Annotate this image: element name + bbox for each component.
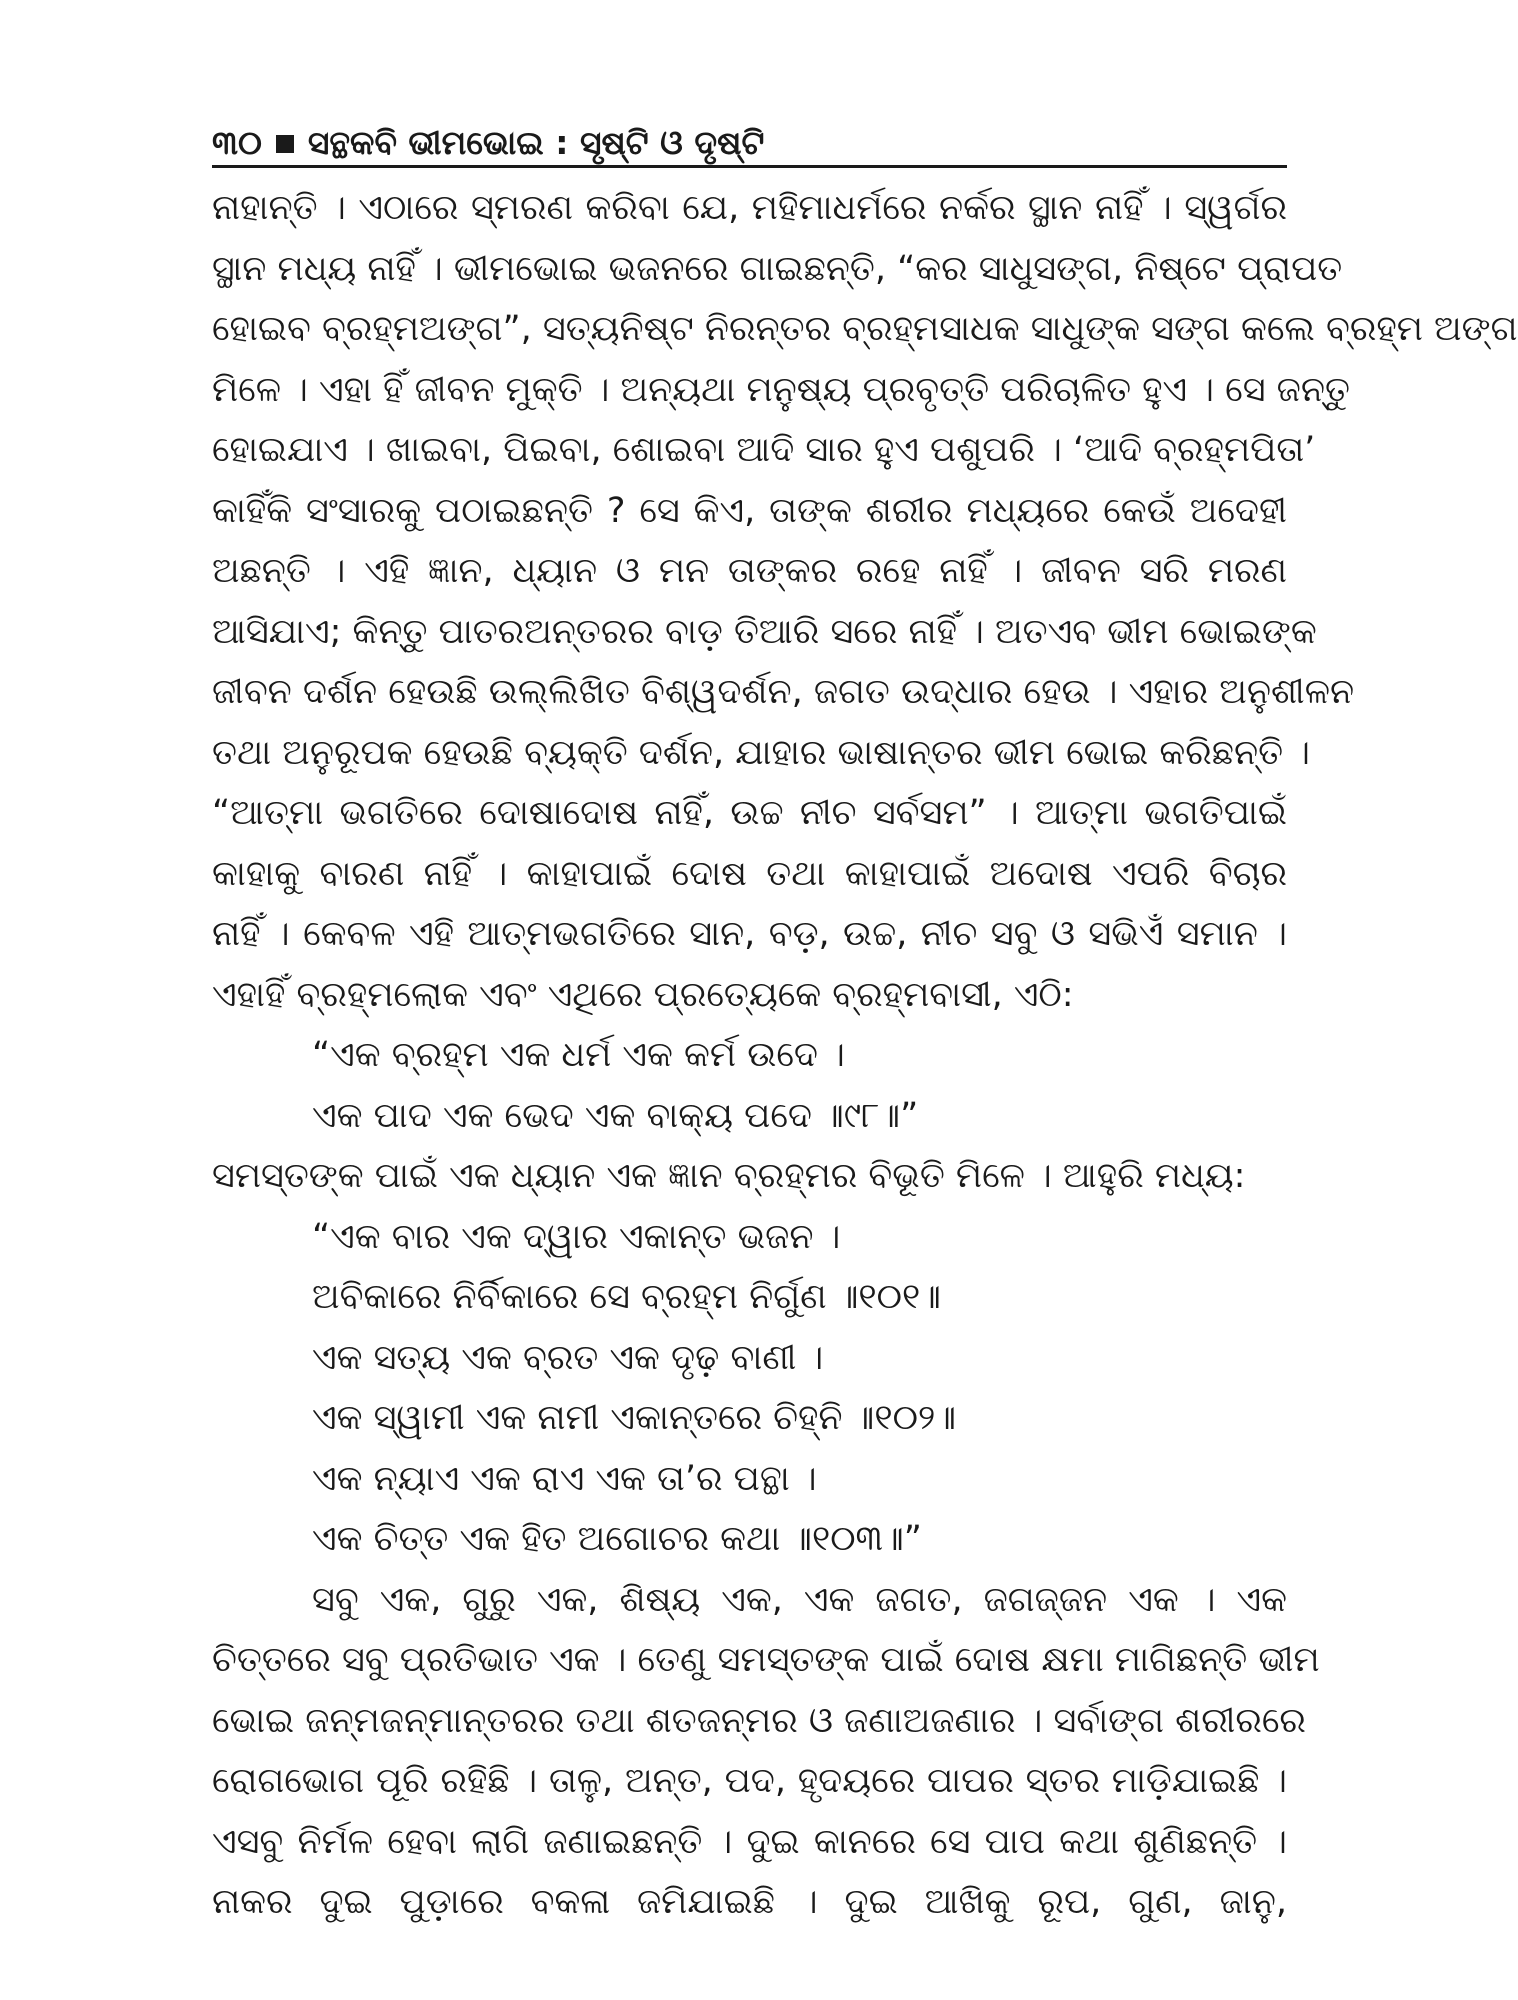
header-rule [212,165,1287,168]
text-line: ରୋଗଭୋଗ ପୂରି ରହିଛି । ତାଳୁ, ଅନ୍ତ, ପଦ, ହୃଦୟରେ ପାପର ସ୍ତର ମାଡ଼ିଯାଇଛି । [212,1761,1287,1801]
verse-line: ଏକ ଚିତ୍ତ ଏକ ହିତ ଅଗୋଚର କଥା ॥୧୦୩॥” [312,1519,922,1559]
page-number: ୩୦ [212,123,262,162]
verse-line: ଏକ ସ୍ୱାମୀ ଏକ ନାମୀ ଏକାନ୍ତରେ ଚିହ୍ନି ॥୧୦୨॥ [312,1398,957,1438]
verse-line: “ଏକ ବ୍ରହ୍ମ ଏକ ଧର୍ମ ଏକ କର୍ମ ଉଦେ । [312,1035,845,1075]
verse-line: ଏକ ନ୍ୟାଏ ଏକ ରାଏ ଏକ ତା’ର ପନ୍ଥା । [312,1458,817,1499]
text-line: ନାହିଁ । କେବଳ ଏହି ଆତ୍ମଭଗତିରେ ସାନ, ବଡ଼, ଉଚ୍ଚ, ନୀଚ ସବୁ ଓ ସଭିଏଁ ସମାନ । [212,914,1287,954]
text-line: ହୋଇଯାଏ । ଖାଇବା, ପିଇବା, ଶୋଇବା ଆଦି ସାର ହୁଏ ପଶୁପରି । ‘ଆଦି ବ୍ରହ୍ମପିତା’ [212,430,1316,470]
verse-line: ଅବିକାରେ ନିର୍ବିକାରେ ସେ ବ୍ରହ୍ମ ନିର୍ଗୁଣ ॥୧୦୧॥ [312,1277,941,1317]
text-line: ଏହାହିଁ ବ୍ରହ୍ମଲୋକ ଏବଂ ଏଥିରେ ପ୍ରତ୍ୟେକେ ବ୍ରହ୍ମବାସୀ, ଏଠି: [212,974,1074,1015]
text-line: କାହାକୁ ବାରଣ ନାହିଁ । କାହାପାଇଁ ଦୋଷ ତଥା କାହାପାଇଁ ଅଦୋଷ ଏପରି ବିଚାର [212,853,1287,894]
text-line: ଭୋଇ ଜନ୍ମଜନ୍ମାନ୍ତରର ତଥା ଶତଜନ୍ମର ଓ ଜଣାଅଜଣାର । ସର୍ବାଙ୍ଗ ଶରୀରରେ [212,1700,1306,1741]
verse-line: ଏକ ପାଦ ଏକ ଭେଦ ଏକ ବାକ୍ୟ ପଦେ ॥୯୮॥” [312,1095,919,1136]
text-line: ମିଳେ । ଏହା ହିଁ ଜୀବନ ମୁକ୍ତି । ଅନ୍ୟଥା ମନୁଷ୍ୟ ପ୍ରବୃତ୍ତି ପରିଚାଳିତ ହୁଏ । ସେ ଜନ୍ତୁ [212,369,1350,410]
text-line: ନାହାନ୍ତି । ଏଠାରେ ସ୍ମରଣ କରିବା ଯେ, ମହିମାଧର୍ମରେ ନର୍କର ସ୍ଥାନ ନାହିଁ । ସ୍ୱର୍ଗର [212,188,1287,228]
text-line: ହୋଇବ ବ୍ରହ୍ମଅଙ୍ଗ”, ସତ୍ୟନିଷ୍ଟ ନିରନ୍ତର ବ୍ରହ୍ମସାଧକ ସାଧୁଙ୍କ ସଙ୍ଗ କଲେ ବ୍ରହ୍ମ ଅଙ୍ଗ [212,309,1518,349]
verse-line: ଏକ ସତ୍ୟ ଏକ ବ୍ରତ ଏକ ଦୃଢ଼ ବାଣୀ । [312,1337,824,1378]
text-line: ଅଛନ୍ତି । ଏହି ଜ୍ଞାନ, ଧ୍ୟାନ ଓ ମନ ତାଙ୍କର ରହେ ନାହିଁ । ଜୀବନ ସରି ମରଣ [212,551,1287,591]
text-line: “ଆତ୍ମା ଭଗତିରେ ଦୋଷାଦୋଷ ନାହିଁ, ଉଚ୍ଚ ନୀଚ ସର୍ବସମ” । ଆତ୍ମା ଭଗତିପାଇଁ [212,793,1287,833]
text-line: ଚିତ୍ତରେ ସବୁ ପ୍ରତିଭାତ ଏକ । ତେଣୁ ସମସ୍ତଙ୍କ ପାଇଁ ଦୋଷ କ୍ଷମା ମାଗିଛନ୍ତି ଭୀମ [212,1640,1320,1680]
verse-line: “ଏକ ବାର ଏକ ଦ୍ୱାର ଏକାନ୍ତ ଭଜନ । [312,1216,841,1257]
text-line: ତଥା ଅନୁରୂପକ ହେଉଛି ବ୍ୟକ୍ତି ଦର୍ଶନ, ଯାହାର ଭାଷାନ୍ତର ଭୀମ ଭୋଇ କରିଛନ୍ତି । [212,732,1310,773]
text-line: ସମସ୍ତଙ୍କ ପାଇଁ ଏକ ଧ୍ୟାନ ଏକ ଜ୍ଞାନ ବ୍ରହ୍ମର ବିଭୂତି ମିଳେ । ଆହୁରି ମଧ୍ୟ: [212,1156,1246,1196]
text-line: ସବୁ ଏକ, ଗୁରୁ ଏକ, ଶିଷ୍ୟ ଏକ, ଏକ ଜଗତ, ଜଗଜ୍ଜନ ଏକ । ଏକ [312,1579,1287,1620]
square-bullet-icon [276,135,294,153]
text-line: ସ୍ଥାନ ମଧ୍ୟ ନାହିଁ । ଭୀମଭୋଇ ଭଜନରେ ଗାଇଛନ୍ତି, “କର ସାଧୁସଙ୍ଗ, ନିଷ୍ଟେ ପ୍ରାପତ [212,248,1343,289]
text-line: ଏସବୁ ନିର୍ମଳ ହେବା ଲାଗି ଜଣାଇଛନ୍ତି । ଦୁଇ କାନରେ ସେ ପାପ କଥା ଶୁଣିଛନ୍ତି । [212,1821,1287,1862]
text-line: ଆସିଯାଏ; କିନ୍ତୁ ପାତରଅନ୍ତରର ବାଡ଼ ତିଆରି ସରେ ନାହିଁ । ଅତଏବ ଭୀମ ଭୋଇଙ୍କ [212,611,1317,652]
text-line: ଜୀବନ ଦର୍ଶନ ହେଉଛି ଉଲ୍ଲିଖିତ ବିଶ୍ୱଦର୍ଶନ, ଜଗତ ଉଦ୍ଧାର ହେଉ । ଏହାର ଅନୁଶୀଳନ [212,672,1355,712]
running-header [212,118,1287,168]
text-line: କାହିଁକି ସଂସାରକୁ ପଠାଇଛନ୍ତି ? ସେ କିଏ, ତାଙ୍କ ଶରୀର ମଧ୍ୟରେ କେଉଁ ଅଦେହୀ [212,490,1287,531]
text-line: ନାକର ଦୁଇ ପୁଡ଼ାରେ ବକଳା ଜମିଯାଇଛି । ଦୁଇ ଆଖିକୁ ରୂପ, ଗୁଣ, ଜାନୁ, [212,1882,1287,1922]
body-text [212,178,1518,1933]
book-title: ସନ୍ଥକବି ଭୀମଭୋଇ : ସୃଷ୍ଟି ଓ ଦୃଷ୍ଟି [307,123,765,162]
